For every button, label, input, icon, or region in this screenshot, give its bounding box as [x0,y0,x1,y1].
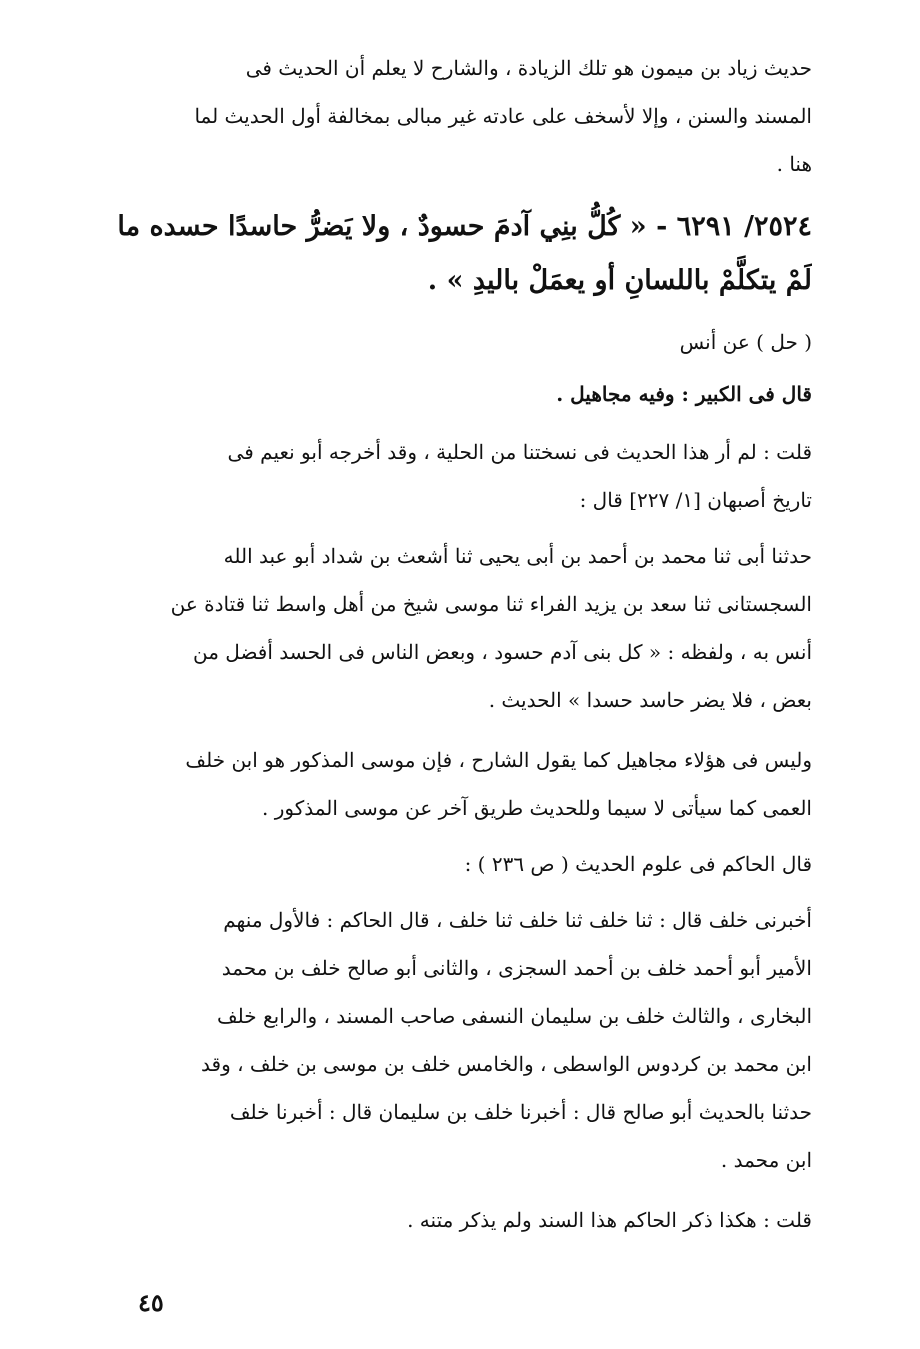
text-line: تاريخ أصبهان [١/ ٢٢٧] قال : [579,488,812,512]
text-line: قال الحاكم فى علوم الحديث ( ص ٢٣٦ ) : [464,852,812,876]
text-line: حديث زياد بن ميمون هو تلك الزيادة ، والشارح لا يعلم أن الحديث فى [245,56,812,80]
text-line: ابن محمد بن كردوس الواسطى ، والخامس خلف بن موسى بن خلف ، وقد [201,1052,812,1076]
kabir-note [98,370,812,418]
paragraph-isnad-abu-nuaym [98,532,812,724]
text-line: وليس فى هؤلاء مجاهيل كما يقول الشارح ، فإن موسى المذكور هو ابن خلف [185,748,812,772]
paragraph-commentary-intro [98,44,812,188]
paragraph-rebuttal [98,736,812,832]
paragraph-qult-second [98,1196,812,1244]
text-line: البخارى ، والثالث خلف بن سليمان النسفى صاحب المسند ، والرابع خلف [216,1004,812,1028]
hadith-line: لَمْ يتكلَّمْ باللسانِ أو يعمَلْ باليدِ » . [427,265,812,296]
source-line: ( حل ) عن أنس [679,330,812,354]
page-number: ٤٥ [138,1288,164,1317]
text-line: السجستانى ثنا سعد بن يزيد الفراء ثنا موسى شيخ من أهل واسط ثنا قتادة عن [170,592,812,616]
text-line: بعض ، فلا يضر حاسد حسدا » الحديث . [488,688,812,712]
kabir-line: قال فى الكبير : وفيه مجاهيل . [556,382,812,406]
text-line: العمى كما سيأتى لا سيما وللحديث طريق آخر عن موسى المذكور . [262,796,812,820]
text-line: هنا . [776,152,812,176]
text-line: الأمير أبو أحمد خلف بن أحمد السجزى ، والثانى أبو صالح خلف بن محمد [221,956,812,980]
hadith-line: ٢٥٢٤/ ٦٢٩١ - « كُلُّ بنِي آدمَ حسودٌ ، ولا يَضرُّ حاسدًا حسده ما [117,211,812,242]
text-line: ابن محمد . [720,1148,812,1172]
text-line: قلت : هكذا ذكر الحاكم هذا السند ولم يذكر متنه . [407,1208,812,1232]
text-line: قلت : لم أر هذا الحديث فى نسختنا من الحلية ، وقد أخرجه أبو نعيم فى [227,440,812,464]
text-line: حدثنا أبى ثنا محمد بن أحمد بن أبى يحيى ثنا أشعث بن شداد أبو عبد الله [223,544,812,568]
paragraph-isnad-khalaf [98,896,812,1184]
text-line: المسند والسنن ، وإلا لأسخف على عادته غير مبالى بمخالفة أول الحديث لما [194,104,812,128]
paragraph-hakim-reference [98,840,812,888]
hadith-source [98,318,812,366]
text-line: أنس به ، ولفظه : « كل بنى آدم حسود ، وبعض الناس فى الحسد أفضل من [193,640,812,664]
text-line: حدثنا بالحديث أبو صالح قال : أخبرنا خلف بن سليمان قال : أخبرنا خلف [229,1100,812,1124]
hadith-text [98,200,812,308]
text-line: أخبرنى خلف قال : ثنا خلف ثنا خلف ثنا خلف ، قال الحاكم : فالأول منهم [223,908,812,932]
paragraph-qult-first [98,428,812,524]
